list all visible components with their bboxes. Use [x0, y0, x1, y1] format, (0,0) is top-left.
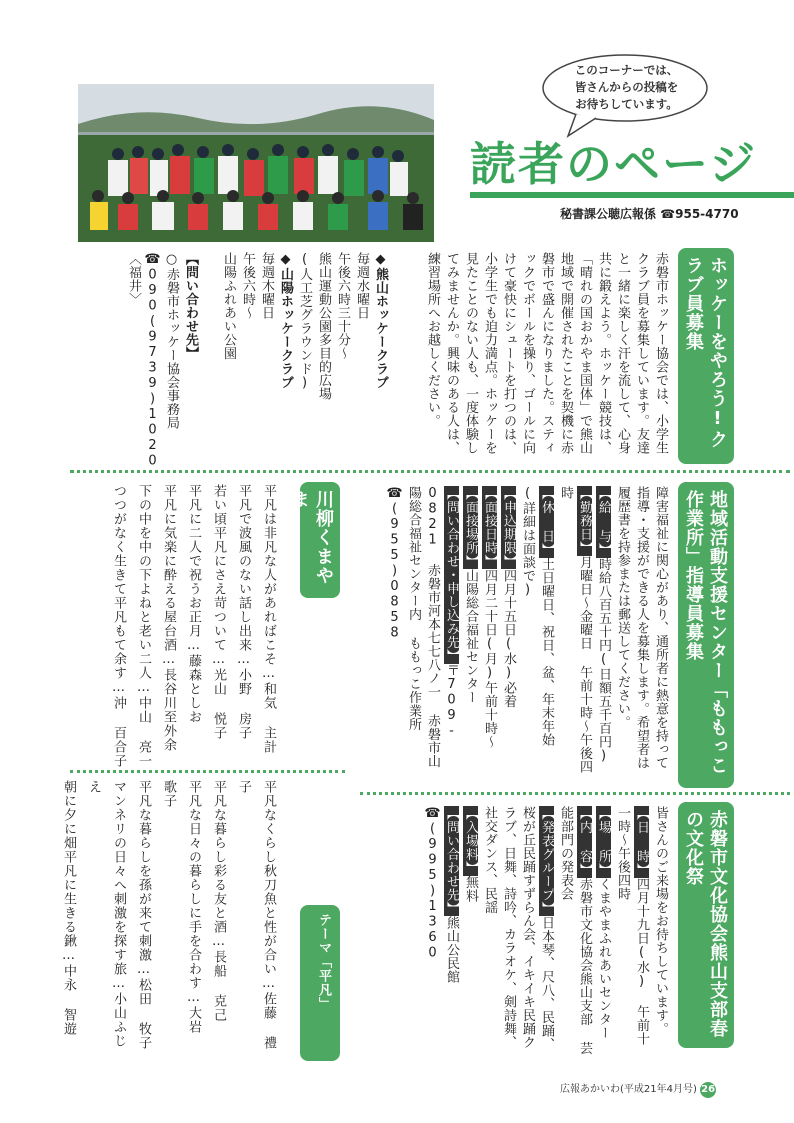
- momoko-label-holiday: 【休 日】: [539, 487, 554, 557]
- senryu-divider: [70, 770, 345, 773]
- bunkasai-content: 赤磐市文化協会熊山支部 芸能部門の発表会: [558, 806, 592, 1055]
- bunkasai-date: 四月十九日(水) 午前十一時～午後四時: [615, 806, 649, 1046]
- publication-name: 広報あかいわ(平成21年4月号): [560, 1084, 697, 1095]
- senryu-heading: 川柳くまやま: [300, 482, 340, 598]
- department-contact: 秘書課公聴広報係 ☎955-4770: [560, 207, 739, 221]
- senryu-poem: 平凡な暮らしを孫が来て刺激…松田 牧子: [136, 780, 151, 1050]
- bunkasai-body: 皆さんのご来場をお待ちしています。: [653, 806, 668, 1036]
- club2-time: 午後六時～: [240, 252, 255, 320]
- bunkasai-body-block: [360, 806, 670, 1056]
- momoko-contact: 〒709-0821 赤磐市河本七七八ノ一 赤磐市山陽総合福祉センター内 ももっこ作業所 ☎(955)0858: [387, 486, 459, 768]
- hockey-body: 赤磐市ホッケー協会では、小学生クラブ員を募集しています。友達と一緒に楽しく汗を流して、心身共に鍛えよう。ホッケー競技は、「晴れの国おかやま国体」で熊山地域で開催されたことを契機に赤磐市で盛んになりました。スティックでボールを操り、ゴールに向けて豪快にシュートを打つのは、小学生でも迫力満点。ホッケーを見たことのない人も、一度体験してみませんか。興味のある人は、練習場所へお越しください。: [425, 252, 668, 455]
- page-footer: [560, 1080, 716, 1098]
- bunkasai-label-fee: 【入場料】: [463, 807, 478, 875]
- momoko-body: 障害福祉に関心があり、通所者に熱意を持って指導・支援ができる人を募集します。希望者は履歴書を持参または郵送してください。: [615, 486, 668, 770]
- club1-name: ◆熊山ホッケークラブ: [373, 252, 388, 389]
- momoko-heading: 地域活動支援センター「ももっこ作業所」指導員募集: [678, 482, 734, 788]
- section-divider: [360, 792, 790, 795]
- momoko-body-block: [365, 486, 670, 776]
- senryu-poem: 平凡で波風のない話し出来…小野 房子: [236, 484, 251, 740]
- hockey-heading: ホッケーをやろう!クラブ員募集: [678, 248, 734, 464]
- bunkasai-contact: 熊山公民館 ☎(995)1360: [425, 806, 459, 984]
- senryu-poem: 平凡なくらし秋刀魚と性が合い…佐藤 禮子: [236, 780, 276, 1050]
- club2-day: 毎週木曜日: [259, 252, 274, 320]
- hockey-clubs: [80, 252, 390, 469]
- bunkasai-label-groups: 【発表グループ】: [539, 807, 554, 915]
- bubble-text: このコーナーでは、 皆さんからの投稿を お待ちしています。: [574, 63, 679, 111]
- senryu-poem: 平凡に二人で祝うお正月…藤森としお: [186, 484, 201, 724]
- group-photo: [78, 84, 434, 242]
- bunkasai-label-date: 【日 時】: [634, 807, 649, 877]
- senryu-poem: 朝に夕に畑平凡に生きる鍬…中永 智遊: [61, 780, 76, 1036]
- bunkasai-label-content: 【内 容】: [577, 807, 592, 877]
- senryu-poem: つつがなく生きて平凡もて余す…沖 百合子: [111, 484, 126, 768]
- section-divider: [70, 470, 790, 473]
- senryu-poem: 下の中を中の下よねと老い二人…中山 亮一: [136, 484, 151, 768]
- momoko-label-contact: 【問い合わせ・申し込み先】: [444, 487, 459, 663]
- bunkasai-label-place: 【場 所】: [596, 807, 611, 877]
- momoko-holiday: 土日曜日、祝日、盆、年末年始 (詳細は面談で): [520, 486, 554, 747]
- hockey-contact-label: 【問い合わせ先】: [183, 252, 198, 360]
- club2-name: ◆山陽ホッケークラブ: [278, 252, 293, 389]
- momoko-pay: 時給八百五十円(日額五千百円): [596, 557, 611, 764]
- hockey-contact-phone: ☎090(9739)1020: [145, 252, 160, 469]
- momoko-label-interview-place: 【面接場所】: [463, 487, 478, 568]
- bunkasai-place: くまやまふれあいセンター: [596, 877, 611, 1040]
- club2-place: 山陽ふれあい公園: [221, 252, 236, 360]
- bunkasai-groups: 日本琴、尺八、民踊、桜が丘民踊すずらん会、イキイキ民踊クラブ、日舞、詩吟、カラオケ、剣詩舞、社交ダンス、民謡: [482, 806, 554, 1051]
- senryu-poem: 平凡な暮らし彩る友と酒…長船 克己: [211, 780, 226, 1022]
- momoko-days: 月曜日～金曜日 午前十時～午後四時: [558, 486, 592, 774]
- senryu-poem: 若い頃平凡にさえ苛ついて…光山 悦子: [211, 484, 226, 740]
- senryu-poem: マンネリの日々へ刺激を探す旅…小山ふじえ: [86, 780, 126, 1048]
- momoko-label-interview-date: 【面接日時】: [482, 487, 497, 568]
- club1-place-note: (人工芝グラウンド): [297, 252, 312, 391]
- momoko-label-days: 【勤務日】: [577, 487, 592, 555]
- senryu-poem: 平凡は非凡な人があればこそ…和気 主計: [261, 484, 276, 754]
- senryu-column-2: [61, 780, 281, 1050]
- bunkasai-fee: 無料: [463, 875, 478, 903]
- page-title: 読者のページ: [470, 137, 758, 191]
- club1-place: 熊山運動公園多目的広場: [316, 252, 331, 401]
- senryu-poem: 平凡に気楽に酔える屋台酒…長谷川至外余: [161, 484, 176, 752]
- club1-day: 毎週水曜日: [354, 252, 369, 320]
- hockey-contact-org: ○赤磐市ホッケー協会事務局: [164, 252, 179, 430]
- speech-bubble: [540, 52, 710, 130]
- page-number: 26: [700, 1082, 716, 1098]
- senryu-poem: 平凡な日々の暮らしに手を合わす…大岩 歌子: [161, 780, 201, 1034]
- bunkasai-label-contact: 【問い合わせ先】: [444, 807, 459, 915]
- momoko-label-pay: 【給 与】: [596, 487, 611, 557]
- momoko-deadline: 四月十五日(水)必着: [501, 569, 516, 708]
- club1-time: 午後六時三十分～: [335, 252, 350, 360]
- hockey-contact-name: 〈福井〉: [126, 252, 141, 306]
- momoko-interview-place: 山陽総合福祉センター: [463, 569, 478, 704]
- senryu-theme: テーマ「平凡」: [300, 905, 340, 1061]
- momoko-interview-date: 四月二十日(月)午前十時～: [482, 569, 497, 749]
- bunkasai-heading: 赤磐市文化協会熊山支部春の文化祭: [678, 802, 734, 1048]
- momoko-label-deadline: 【申込期限】: [501, 487, 516, 568]
- title-underline: [470, 192, 794, 198]
